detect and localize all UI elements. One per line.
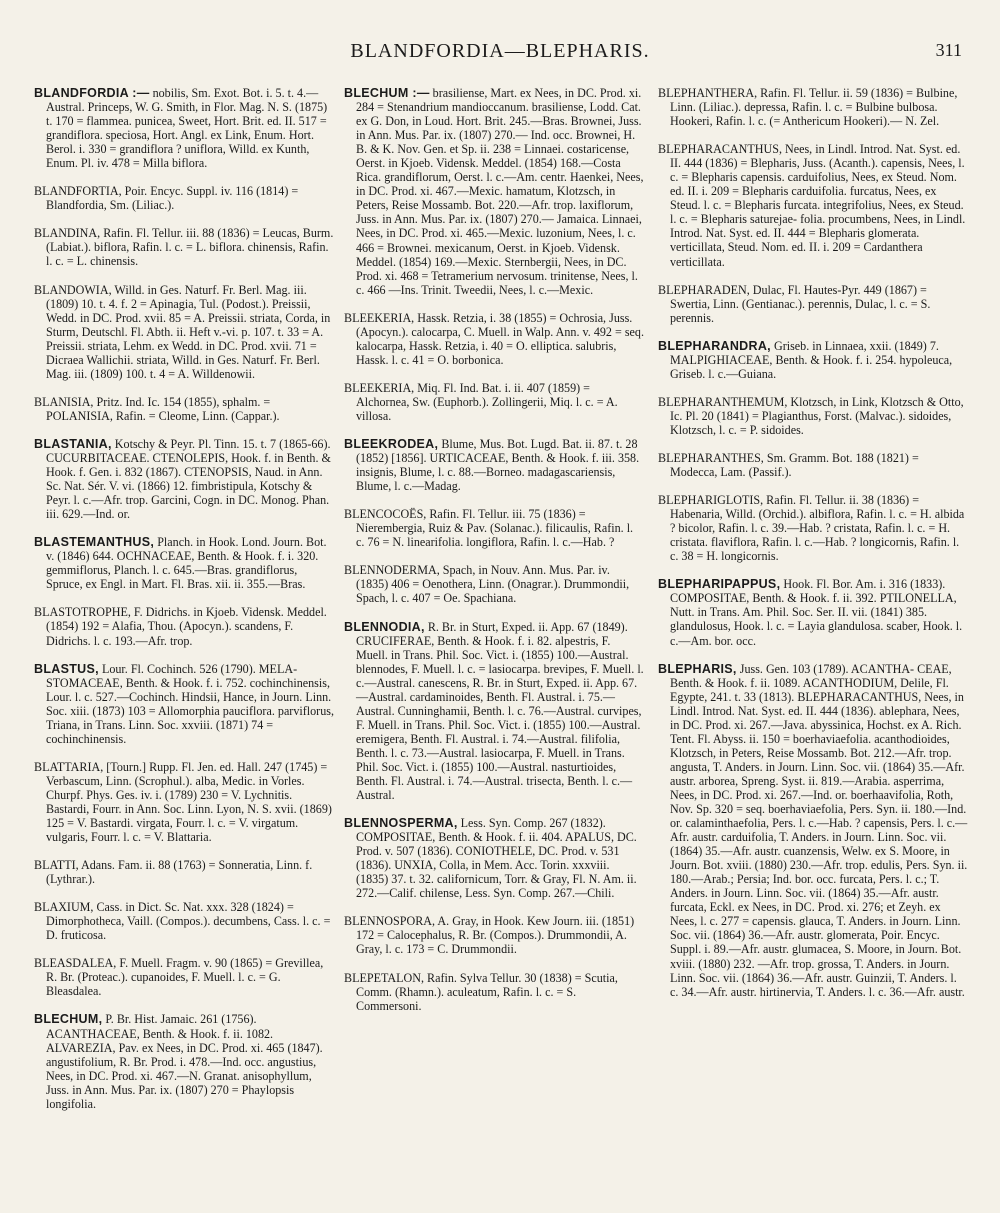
entry-headword: BLANDFORDIA :— xyxy=(34,86,150,100)
entry-line: f. iii. 358. xyxy=(591,451,640,466)
entry-line: Brit. 245.—Bras. xyxy=(484,114,568,129)
entry-line: ACANTHODIUM, Delile, Fl. Egypte, 241. t. 33 (1813). xyxy=(670,675,949,704)
entry-line: (1865-66). CUCURBITACEAE. xyxy=(46,436,331,465)
entry-line: 168.—Costa Rica. xyxy=(356,156,621,185)
dictionary-entry xyxy=(344,507,644,549)
entry-line: CONIOTHELE, DC. Prod. v. 531 (1836). xyxy=(356,844,620,873)
entry-line: alba, Medic. in Vorles. Churpf. Phys. Ges. iv. i. (1789) xyxy=(46,773,305,802)
dictionary-entry xyxy=(344,437,644,493)
entry-line: Bastardi, Fourr. in Ann. Soc. Linn. Lyon, N. S. xvii. xyxy=(46,801,297,816)
column-middle xyxy=(344,86,644,1027)
entry-line: (1869) 125 = V. Bastardi. xyxy=(46,801,332,831)
entry-line: t. 170 = flammea. xyxy=(46,114,132,129)
entry-line: laxiflorum, Juss. in Ann. Mus. Par. ix. (1807) 270.— xyxy=(356,198,634,227)
entry-line: carduifolius, Nees, ex Steud. Nom. ed. II. i. 209 = xyxy=(670,170,957,199)
entry-line: costaricense, Oerst. in Kjoeb. Vidensk. Meddel. (1854) xyxy=(356,142,630,171)
entry-line: chilense, Less. Syn. Comp. 267.—Chili. xyxy=(419,886,615,901)
entry-line: trinitense, Nees, l. c. 466 —Ins. Trinit. xyxy=(356,268,638,297)
entry-line: (1847). xyxy=(287,1040,323,1055)
entry-line: CTENOLEPIS, Hook. f. in Benth. & Hook. f. Gen. i. xyxy=(46,450,331,480)
entry-line: vulgaris, Fourr. l. c. = V. Blattaria. xyxy=(46,830,212,845)
entry-line: mexicanum, Oerst. in Kjoeb. Vidensk. Meddel. (1854) xyxy=(356,240,620,269)
column-left xyxy=(34,86,334,1125)
entry-line: BLANDOWIA, Willd. in Ges. Naturf. Fr. Berl. Mag. xyxy=(34,282,291,297)
entry-line: Lour. Fl. Cochinch. 526 (1790). MELA- xyxy=(101,661,298,676)
entry-line: v.-vi. p. 107. t. 33 = A. Preissii. xyxy=(46,324,324,353)
entry-line: 330 = grandiflora ? xyxy=(88,142,182,157)
entry-line: Juss. Gen. 103 (1789). ACANTHA- xyxy=(739,661,915,676)
entry-line: Hook. Fl. Bor. Am. i. 316 xyxy=(783,577,908,592)
entry-line: Less. Syn. Comp. 267 (1832). xyxy=(460,816,606,831)
column-right xyxy=(658,86,968,1013)
entry-line: Bot. 212.—Afr. trop. xyxy=(850,745,952,760)
entry-line: Drummondii, Spach, l. c. 407 = Oe. Spachiana. xyxy=(356,577,630,606)
dictionary-entry xyxy=(34,437,334,521)
entry-line: glandulosus, Hook. l. c. = Layia glandulosa. xyxy=(670,619,884,634)
dictionary-entry xyxy=(34,1012,334,1110)
entry-line: BLEEKERIA, Hassk. Retzia, i. 38 (1855) = Ochrosia, xyxy=(344,310,607,325)
entry-line: scandens, F. Didrichs. l. c. 193.—Afr. trop. xyxy=(46,619,294,648)
entry-line: trisecta, Benth. l. c.—Austral. xyxy=(356,774,633,803)
dictionary-entry xyxy=(344,381,644,423)
entry-line: glomerata, Poir. Encyc. Suppl. i. 89.—Afr. austr. xyxy=(670,928,940,957)
dictionary-entry xyxy=(658,283,968,325)
entry-headword: BLASTEMANTHUS, xyxy=(34,535,155,550)
entry-line: ii. 355.—Bras. xyxy=(234,577,306,592)
entry-line: filifolia, Benth. l. c. 73.—Austral. xyxy=(356,731,621,760)
entry-line: Blume, Mus. Bot. Lugd. Bat. ii. 87. xyxy=(441,437,613,452)
entry-line: P. Br. Hist. Jamaic. 261 (1756). xyxy=(105,1012,257,1027)
entry-line: anisophyllum, Juss. in Ann. Mus. Par. ix. (1807) 270 = xyxy=(46,1068,312,1097)
entry-line: Burm. (Labiat.). xyxy=(46,226,334,255)
entry-line: edulis, Pers. Syn. ii. 180.—Arab.; Persia; Ind. bor. xyxy=(670,858,968,887)
entry-line: flaviflora, Rafin. l. c.—Hab. ? xyxy=(710,535,857,550)
entry-line: (1745) = Verbascum, Linn. (Scrophul.). xyxy=(46,759,328,788)
entry-line: kalocarpa, Hassk. Retzia, i. 40 = O. elliptica. xyxy=(356,338,573,353)
entry-line: BLEPHARACANTHUS, Nees, in Lindl. Introd. Nat. xyxy=(670,689,964,718)
entry-line: Nierembergia, Ruiz & Pav. (Solanac.). xyxy=(356,521,543,536)
entry-line: Modecca, Lam. (Passif.). xyxy=(670,465,792,480)
entry-line: —Afr. trop. xyxy=(757,956,815,971)
dictionary-entry xyxy=(34,858,334,886)
entry-line: Sternbergii, Nees, in DC. Prod. xi. 468 = Tetramerium xyxy=(356,254,627,283)
entry-line: (1851) 172 = Calocephalus, R. Br. (Compos.). xyxy=(356,914,635,943)
entry-line: N. Zel. xyxy=(905,114,940,129)
entry-line: canescens, R. Br. in Sturt, Exped. ii. App. 67.—Austral. xyxy=(356,675,638,704)
entry-line: CEAE, Benth. & Hook. f. ii. 1089. xyxy=(670,661,952,690)
entry-headword: BLEEKRODEA, xyxy=(344,437,439,452)
entry-line: & Otto, Ic. Pl. 20 (1841) = Plagianthus, Forst. xyxy=(670,394,964,423)
dictionary-entry xyxy=(344,914,644,956)
entry-line: Dicraea Wallichii. xyxy=(46,352,134,367)
entry-line: striata, Lehm. ex Wedd. in DC. Prod. xvii. 71 = xyxy=(87,338,317,353)
entry-line: (1864) 35.—Afr. austr. xyxy=(828,886,939,901)
entry-line: 444 = Blepharis glomerata. xyxy=(787,226,920,241)
entry-line: Kotschy & Peyr. Pl. Tinn. 15. t. 7 xyxy=(114,436,277,451)
entry-line: Hindsii, Hance, in Journ. Linn. Soc. xiii. (1873) 103 = xyxy=(46,689,332,718)
entry-headword: BLENNOSPERMA, xyxy=(344,816,458,831)
entry-line: Scutia, Comm. (Rhamn.). xyxy=(356,970,618,999)
entry-line: alpestris, F. Muell. in Trans. Phil. Soc. Vict. i. (1855) xyxy=(356,633,611,662)
entry-line: (1849). CRUCIFERAE, Benth. & Hook. f. i. 82. xyxy=(356,619,628,648)
entry-line: 220.—Afr. trop. xyxy=(498,198,577,213)
dictionary-entry xyxy=(34,956,334,998)
entry-line: COMPOSITAE, Benth. & Hook. f. ii. 404. xyxy=(356,830,563,845)
entry-line: Swertia, Linn. (Gentianac.). xyxy=(670,296,805,311)
entry-line: t. 28 (1852) [1856]. URTICACEAE, Benth. & Hook. xyxy=(356,437,638,466)
entry-line: ablephara, Nees, in DC. Prod. xi. 267.—Java. xyxy=(670,703,960,732)
entry-line: Allomorphia pauciflora. xyxy=(157,703,275,718)
dictionary-entry xyxy=(344,620,644,803)
entry-line: 100.—Austral. xyxy=(556,647,629,662)
dictionary-entry xyxy=(34,395,334,423)
entry-line: arborea, Spreng. Syst. ii. 819.—Arabia. xyxy=(698,773,891,788)
entry-line: BLEPHARIGLOTIS, Rafin. Fl. Tellur. ii. 38 (1836) xyxy=(658,493,910,508)
entry-line: occ. xyxy=(816,872,837,887)
entry-line: Linn. f. (Lythrar.). xyxy=(46,858,313,887)
entry-line: decumbens, Cass. l. c. = D. fruticosa. xyxy=(46,914,331,943)
entry-line: punicea, Sweet, Hort. Brit. ed. II. 517 = grandiflora. xyxy=(46,114,327,143)
entry-line: Princeps, W. G. Smith, in Flor. Mag. N. S. (1875) xyxy=(87,100,328,115)
entry-line: Syst. ed. II. 444 (1836) = Blepharis, Juss. (Acanth.). xyxy=(670,142,961,171)
entry-line: Jamaica. xyxy=(556,212,599,227)
entry-line: capensis, Pers. l. c.—Afr. austr. xyxy=(670,816,968,845)
entry-line: = Habenaria, Willd. (Orchid.). xyxy=(670,493,920,522)
entry-line: lasiocarpa, F. Muell. in Trans. Phil. Soc. Vict. i. xyxy=(356,745,625,774)
entry-line: BLASTOTROPHE, F. Didrichs. in Kjoeb. Vidensk. xyxy=(34,605,284,620)
entry-line: BLENNOSPORA, A. Gray, in Hook. Kew Journ. iii. xyxy=(344,914,599,929)
entry-line: Ind. occ. xyxy=(530,128,573,143)
entry-line: bicolor, Rafin. l. c. 39.—Hab. ? xyxy=(678,521,831,536)
entry-line: (1855) 100.—Austral. xyxy=(441,759,549,774)
entry-line: speciosa, Hort. Angl. ex Link, Enum. Hort. Berol. i. xyxy=(46,128,315,157)
entry-line: madagascariensis, Blume, l. c.—Madag. xyxy=(356,465,616,494)
entry-line: albiflora, Rafin. l. c. = H. albida ? xyxy=(670,507,965,536)
entry-line: Bulbine, Linn. (Liliac.). xyxy=(670,86,958,115)
entry-line: Alchornea, Sw. (Euphorb.). xyxy=(356,394,489,409)
entry-headword: BLENNODIA, xyxy=(344,619,425,634)
entry-line: calocarpa, C. Muell. in Walp. Ann. v. 492 = seq. xyxy=(411,324,644,339)
dictionary-entry xyxy=(34,662,334,746)
entry-line: 36.—Afr. austr. xyxy=(748,928,824,943)
entry-headword: BLEPHARIS, xyxy=(658,661,737,676)
entry-line: Juss. (Apocyn.). xyxy=(356,310,633,339)
entry-line: 169.—Mexic. xyxy=(434,254,502,269)
entry-line: blennodes, F. Muell. l. c. = lasiocarpa. xyxy=(356,661,541,676)
dictionary-entry xyxy=(34,605,334,647)
entry-line: salubris, Hassk. l. c. 41 = O. borbonica. xyxy=(356,338,617,367)
entry-line: biflora. xyxy=(171,156,208,171)
entry-line: parviflorus, Triana, in Trans. Linn. Soc. xxviii. (1871) xyxy=(46,703,334,732)
entry-headword: BLASTANIA, xyxy=(34,436,112,451)
entry-line: acanthodioides, Klotzsch, in Peters, Reise Mossamb. xyxy=(670,731,950,760)
entry-line: verticillata. xyxy=(670,254,725,269)
entry-line: angustius, Nees, in DC. Prod. xi. 467.—N. Granat. xyxy=(46,1054,317,1083)
dictionary-entry xyxy=(658,493,968,563)
entry-line: glumacea, S. Moore, in Journ. Bot. xviii. (1880) 232. xyxy=(670,942,962,971)
entry-line: POLANISIA, Rafin. = Cleome, Linn. (Cappar.). xyxy=(46,408,280,423)
entry-line: BLENCOCOËS, Rafin. Fl. Tellur. iii. 75 (1836) = xyxy=(344,507,586,522)
entry-line: striata, Willd. in Ges. Naturf. Fr. Berl. Mag. iii. (1809) xyxy=(46,352,320,381)
entry-line: cardaminoides, Benth. Fl. Austral. i. 75.—Austral. xyxy=(356,689,615,718)
entry-line: furcatus, Nees, ex Steud. l. c. = Blepharis furcata. xyxy=(670,184,937,213)
entry-line: abyssinica, Hochst. ex A. Rich. Tent. Fl. Abyss. ii. xyxy=(670,717,962,746)
dictionary-entry xyxy=(344,86,644,297)
entry-headword: BLECHUM :— xyxy=(344,86,430,100)
entry-line: 37. t. 32. xyxy=(391,872,434,887)
entry-line: ALVAREZIA, Pav. ex Nees, in DC. Prod. xi. 465 xyxy=(46,1040,285,1055)
entry-line: hypoleuca, Griseb. l. c.—Guiana. xyxy=(670,352,953,381)
dictionary-entry xyxy=(34,184,334,212)
entry-line: depressa, Rafin. l. c. = Bulbine bulbosa. xyxy=(744,100,938,115)
entry-line: APALUS, DC. Prod. v. 507 (1836). xyxy=(356,830,637,859)
entry-line: 35.—Afr. austr. xyxy=(705,844,781,859)
entry-line: BLENNODERMA, Spach, in Nouv. Ann. Mus. Par. iv. xyxy=(344,563,610,578)
entry-line: longicornis, Rafin. l. c. 38 = H. longicornis. xyxy=(670,535,960,564)
entry-line: BLATTI, Adans. Fam. ii. 88 (1763) = Sonneratia, xyxy=(34,858,274,873)
entry-line: PTILONELLA, Nutt. in Trans. Am. Phil. Soc. Ser. II. xyxy=(670,591,957,620)
entry-line: Preissii, Wedd. in DC. Prod. xvii. 85 = A. Preissii. xyxy=(46,296,311,325)
entry-line: grandiflorum, Oerst. l. c.—Am. centr. xyxy=(384,170,567,185)
dictionary-entry xyxy=(658,142,968,268)
entry-line: Grevillea, R. Br. (Proteac.). xyxy=(46,956,324,985)
entry-line: BLEPHANTHERA, Rafin. Fl. Tellur. ii. 59 (1836) = xyxy=(658,86,914,100)
entry-line: BLEPHARACANTHUS, Nees, in Lindl. Introd. Nat. xyxy=(658,142,916,157)
entry-line: BLANDFORTIA, Poir. Encyc. Suppl. iv. 116 (1814) = xyxy=(34,184,299,199)
entry-line: longiflora, Rafin. l. c.—Hab. ? xyxy=(466,535,615,550)
entry-line: luzonium, Nees, l. c. 466 = Brownei. xyxy=(356,226,636,255)
entry-line: 36.—Afr. austr. xyxy=(777,970,853,985)
entry-line: BLEPETALON, Rafin. Sylva Tellur. 30 (1838) = xyxy=(344,970,582,985)
entry-line: uniflora, Willd. ex Kunth, Enum. Pl. iv. 478 = Milla xyxy=(46,142,310,171)
entry-line: 230 = V. Lychnitis. xyxy=(200,787,293,802)
entry-line: 7. MALPIGHIACEAE, Benth. & Hook. f. i. 254. xyxy=(670,338,939,367)
entry-line: hamatum, Klotzsch, in Peters, Reise Mossamb. Bot. xyxy=(356,184,616,213)
page-number: 311 xyxy=(935,40,962,60)
dictionary-entry xyxy=(658,86,968,128)
entry-line: 100.—Austral. xyxy=(568,717,641,732)
entry-line: angusta, T. Anders. in Journ. Linn. Soc. vii. (1864) xyxy=(670,759,916,774)
entry-line: BLEPHARANTHES, Sm. Gramm. Bot. 188 (1821) = xyxy=(658,450,919,465)
dictionary-entry xyxy=(34,283,334,381)
entry-line: (1833). COMPOSITAE, Benth. & Hook. f. ii. 392. xyxy=(670,577,946,606)
entry-line: grandiflorus, Spruce, ex Engl. in Mart. Fl. Bras. xii. xyxy=(46,563,298,592)
entry-line: brasiliense, Mart. ex Nees, in DC. Prod. xi. 284 = xyxy=(356,86,642,115)
entry-line: boerhaviaefolia, Pers. Syn. ii. 180.—Ind. or. xyxy=(670,802,967,831)
entry-line: BLEASDALEA, F. Muell. Fragm. v. 90 (1865) = xyxy=(34,956,273,971)
entry-line: aculeatum, Rafin. l. c. = S. Commersoni. xyxy=(356,984,577,1013)
dictionary-entry xyxy=(344,816,644,900)
entry-line: Phaylopsis longifolia. xyxy=(46,1082,295,1111)
entry-line: BLEPHARADEN, Dulac, Fl. Hautes-Pyr. 449 (1867) = xyxy=(658,282,927,297)
entry-line: nobilis, Sm. Exot. Bot. i. 5. t. 4.—Austral. xyxy=(46,86,319,115)
entry-line: (Malvac.). xyxy=(855,408,906,423)
entry-line: capensis, Nees, l. c. = Blepharis capensis. xyxy=(670,156,965,185)
dictionary-entry xyxy=(34,226,334,268)
dictionary-entry xyxy=(658,451,968,479)
entry-line: californicum, Torr. & Gray, Fl. N. Am. ii. 272.—Calif. xyxy=(356,872,637,901)
entry-line: sidoides, Klotzsch, l. c. = P. sidoides. xyxy=(670,408,952,437)
entry-headword: BLEPHARANDRA, xyxy=(658,338,771,353)
dictionary-entry xyxy=(34,760,334,844)
entry-line: glauca, T. Anders. in Journ. Linn. Soc. vii. (1864) xyxy=(670,914,961,943)
entry-line: Guinzii, T. Anders. l. c. 34.—Afr. austr. xyxy=(670,970,957,999)
entry-line: STOMACEAE, Benth. & Hook. f. i. 752. xyxy=(46,675,247,690)
entry-line: Blandfordia, Sm. (Liliac.). xyxy=(46,198,175,213)
dictionary-entry xyxy=(658,339,968,381)
entry-line: BLAXIUM, Cass. in Dict. Sc. Nat. xxx. 328 (1824) = xyxy=(34,900,294,915)
entry-line: UNXIA, Colla, in Mem. Acc. Torin. xxxviii. (1835) xyxy=(356,858,610,887)
entry-line: gemmiflorus, Planch. l. c. 645.—Bras. xyxy=(46,563,233,578)
entry-line: verticillata, Steud. Nom. ed. II. i. 209 = Cardanthera xyxy=(670,240,923,255)
entry-line: boerhaavifolia, Roth, Nov. Sp. 320 = seq. xyxy=(670,787,954,817)
entry-line: Dimorphotheca, Vaill. (Compos.). xyxy=(46,914,211,929)
entry-line: iii. (1809) 10. t. 4. f. 2 = Apinagia, Tul. (Podost.). xyxy=(46,282,307,311)
entry-line: biflora, Rafin. l. c. = L. biflora. xyxy=(94,240,245,255)
entry-line: perennis, Dulac, l. c. = S. perennis. xyxy=(670,296,931,325)
entry-line: BLATTARIA, [Tourn.] Rupp. Fl. Jen. ed. Hall. 247 xyxy=(34,759,283,774)
dictionary-entry xyxy=(34,535,334,591)
entry-line: integrifolius, Nees, ex Steud. l. c. = Blepharis saturejae- xyxy=(670,198,964,227)
entry-line: & Hook. f. i. 320. xyxy=(232,549,319,564)
dictionary-entry xyxy=(658,662,968,999)
entry-line: folia. xyxy=(800,212,826,227)
entry-line: insignis, Blume, l. c. 88.—Borneo. xyxy=(356,465,525,480)
entry-line: cochinchinensis, Lour. l. c. 527.—Cochinch. xyxy=(46,675,330,704)
entry-line: angustifolium, R. Br. Prod. i. 478.—Ind. occ. xyxy=(46,1054,265,1069)
entry-line: brasiliense, Lodd. Cat. ex G. Don, in Loud. Hort. xyxy=(356,100,641,129)
entry-line: Haenkei, Nees, in DC. Prod. xi. 467.—Mexic. xyxy=(356,170,644,199)
entry-line: calaminthaefolia, Pers. l. c.—Hab. ? xyxy=(685,816,861,831)
entry-line: Drummondii, A. Gray, l. c. 173 = C. Drummondii. xyxy=(356,928,627,957)
entry-line: 832 (1867). xyxy=(124,465,182,480)
entry-headword: BLEPHARIPAPPUS, xyxy=(658,577,781,592)
entry-line: Cunninghamii, Benth. l. c. 76.—Austral. xyxy=(397,703,595,718)
entry-line: chinensis, Rafin. l. c. = L. chinensis. xyxy=(46,240,329,269)
entry-line: 35.—Afr. austr. xyxy=(670,759,965,788)
entry-headword: BLASTUS, xyxy=(34,661,99,676)
entry-line: nasturtioides, Benth. Fl. Austral. i. 74.—Austral. xyxy=(356,759,617,789)
entry-line: ACANTHACEAE, Benth. & Hook. f. ii. 1082. xyxy=(46,1026,274,1041)
entry-line: Griseb. in Linnaea, xxii. (1849) xyxy=(773,338,927,353)
dictionary-entry xyxy=(34,86,334,170)
dictionary-entry xyxy=(344,563,644,605)
entry-line: cristata, Rafin. l. c. = H. cristata. xyxy=(670,521,951,550)
entry-line: 74 = cochinchinensis. xyxy=(46,717,274,746)
entry-line: Journ. Bot. v. (1846) 644. OCHNACEAE, Benth. xyxy=(46,535,327,564)
entry-line: cupanoides, F. Muell. l. c. = G. Bleasdalea. xyxy=(46,970,281,999)
running-header xyxy=(0,38,1000,68)
dictionary-entry xyxy=(658,395,968,437)
dictionary-entry xyxy=(344,311,644,367)
entry-line: vii. (1841) 385. xyxy=(851,605,928,620)
page-title: BLANDFORDIA—BLEPHARIS. xyxy=(350,40,650,62)
entry-line: 100. t. 4 = A. Willdenowii. xyxy=(125,366,256,381)
entry-line: Brownei, Juss. in Ann. Mus. Par. ix. (1807) 270.— xyxy=(356,114,642,143)
entry-line: grossa, T. Anders. in Journ. Linn. Soc. vii. (1864) xyxy=(670,956,950,985)
entry-line: (1880) 230.—Afr. trop. xyxy=(754,858,868,873)
entry-headword: BLECHUM, xyxy=(34,1012,103,1027)
entry-line: Stenandrium mandioccanum. xyxy=(387,100,529,115)
entry-line: 12. xyxy=(172,479,189,494)
entry-line: hirtinervia, T. Anders. l. c. 36.—Afr. austr. xyxy=(759,984,965,999)
entry-line: Syst. ed. II. 444 (1836). xyxy=(761,703,877,718)
entry-line: curvipes, F. Muell. in Trans. Phil. Soc. Vict. i. (1855) xyxy=(356,703,642,732)
entry-line: CTENOPSIS, Naud. in Ann. Sc. Nat. Sér. V. vi. (1866) xyxy=(46,465,323,494)
entry-line: Zollingerii, Miq. l. c. = A. villosa. xyxy=(356,394,618,423)
entry-line: (1835) 406 = Oenothera, Linn. (Onagrar.). xyxy=(356,577,561,592)
entry-line: 150 = boerhaviaefolia. xyxy=(761,731,872,746)
entry-line: Garcini, Cogn. in DC. Monog. Phan. iii. 629.—Ind. or. xyxy=(46,493,330,522)
entry-line: Planch. in Hook. Lond. xyxy=(157,535,271,550)
entry-line: R. Br. in Sturt, Exped. ii. App. 67 xyxy=(427,619,590,634)
dictionary-entry xyxy=(344,971,644,1013)
entry-line: carduifolia, T. Anders. in Journ. Linn. Soc. vii. (1864) xyxy=(670,830,947,859)
entry-line: Meddel. (1854) 192 = Alafia, Thou. (Apocyn.). xyxy=(46,605,327,634)
entry-line: furcata, Pers. l. c.; T. Anders. in Journ. Linn. Soc. vii. xyxy=(670,872,940,901)
dictionary-entry xyxy=(34,900,334,942)
entry-line: filicaulis, Rafin. l. c. 76 = N. linearifolia. xyxy=(356,521,634,550)
entry-line: furcata, Eckl. ex Nees, in DC. Prod. xi. 276; et Zeyh. xyxy=(670,900,927,915)
entry-line: Brownei, H. B. & K. Nov. Gen. et Sp. ii. 238 = xyxy=(356,128,636,157)
entry-line: BLANISIA, Pritz. Ind. Ic. 154 (1855), sphalm. = xyxy=(34,394,271,409)
entry-line: BLEPHARANTHEMUM, Klotzsch, in Link, Klotzsch xyxy=(658,394,924,409)
entry-line: virgata, Fourr. l. c. = V. virgatum. xyxy=(136,816,299,831)
entry-line: nervosum. xyxy=(496,268,548,283)
entry-line: fimbristipula, Kotschy & Peyr. l. c.—Afr. trop. xyxy=(46,479,313,508)
entry-line: Hookeri, Rafin. l. c. (= Anthericum Hookeri).— xyxy=(670,114,903,129)
entry-line: asperrima, Nees, in DC. Prod. xi. 267.—Ind. or. xyxy=(670,773,945,802)
entry-line: procumbens, Nees, in Lindl. Introd. Nat. Syst. ed. II. xyxy=(670,212,966,241)
entry-line: ex Nees, l. c. 277 = capensis. xyxy=(670,900,941,929)
entry-line: Linnaei, Nees, in DC. Prod. xi. 465.—Mexic. xyxy=(356,212,642,241)
entry-line: striata, Corda, in Sturm, Deutschl. Fl. Abth. ii. Heft xyxy=(46,310,331,339)
entry-line: eremigera, Benth. Fl. Austral. i. 74.—Austral. xyxy=(356,731,578,746)
entry-line: BLANDINA, Rafin. Fl. Tellur. iii. 88 (1836) = Leucas, xyxy=(34,226,300,241)
dictionary-entry xyxy=(658,577,968,647)
entry-line: scaber, Hook. l. c.—Am. bor. occ. xyxy=(670,619,963,648)
entry-line: Tweedii, Nees, l. c.—Mexic. xyxy=(454,282,594,297)
entry-line: BLEEKERIA, Miq. Fl. Ind. Bat. i. ii. 407 (1859) = xyxy=(344,380,590,395)
entry-line: Blepharis carduifolia. xyxy=(742,184,847,199)
entry-line: brevipes, F. Muell. l. c.—Austral. xyxy=(356,661,644,690)
entry-line: Linnaei. xyxy=(523,142,564,157)
entry-line: cuanzensis, Welw. ex S. Moore, in Journ. Bot. xviii. xyxy=(670,844,950,873)
